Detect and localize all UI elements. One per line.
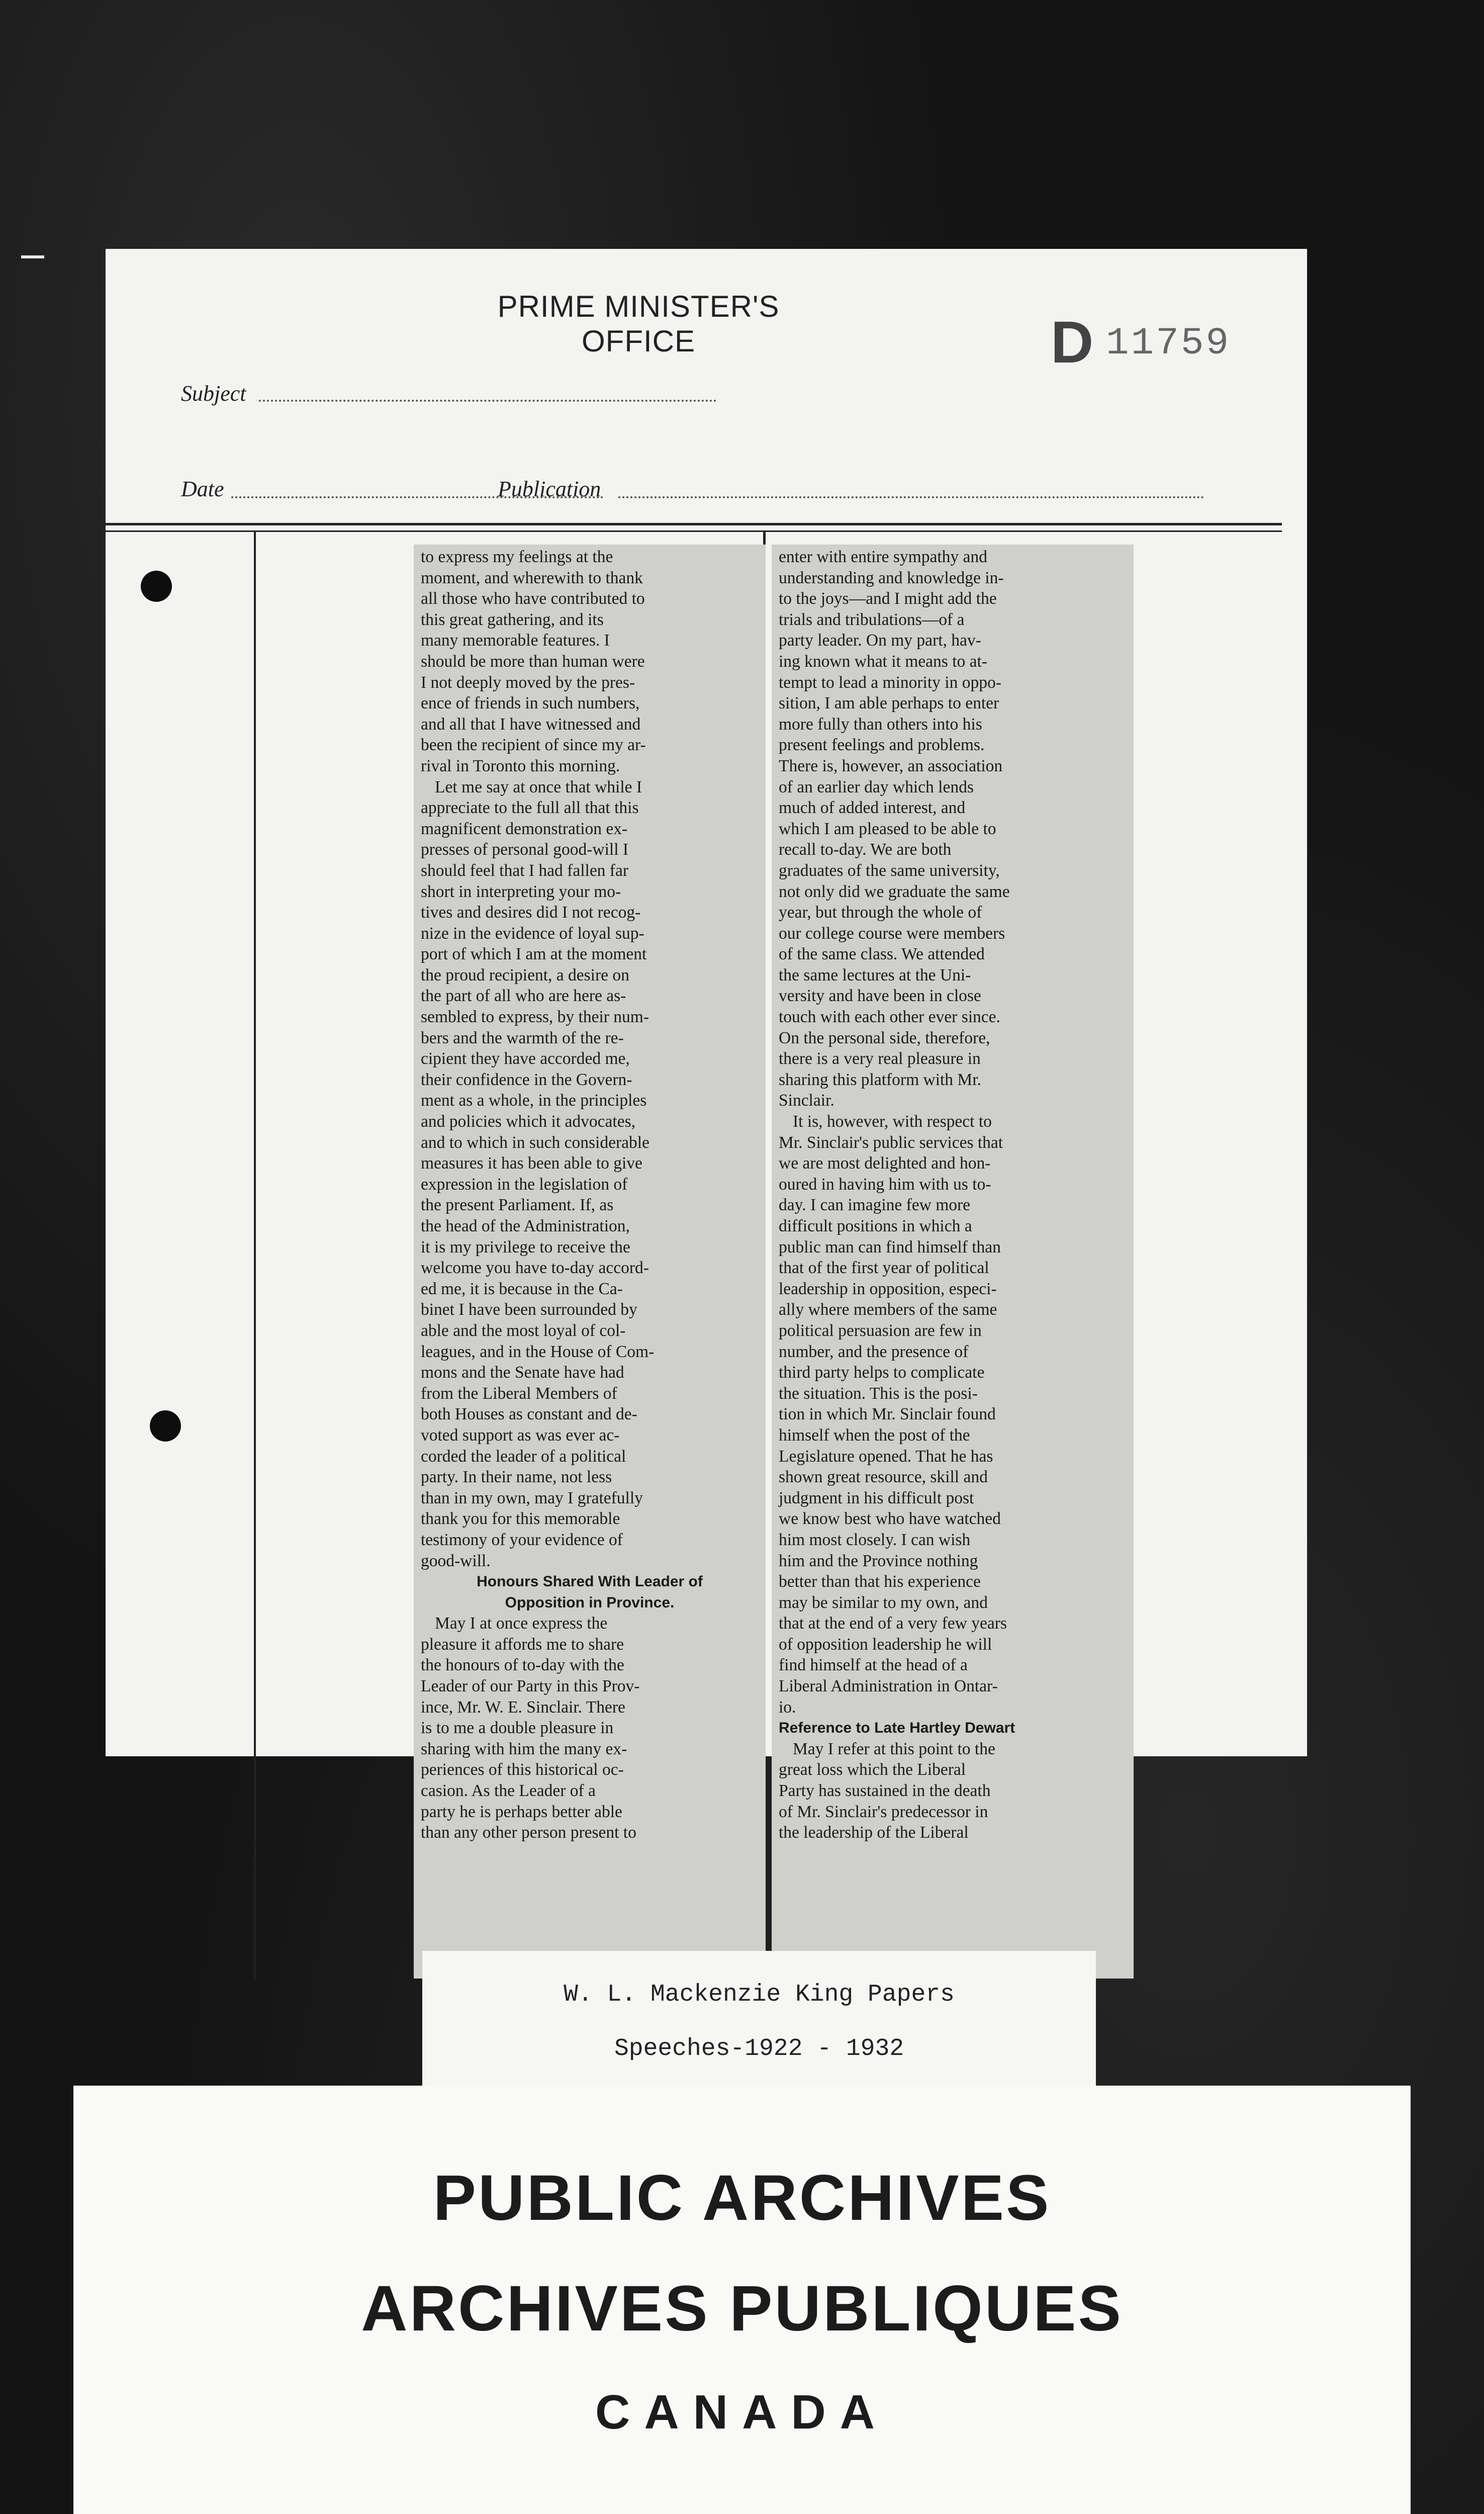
clipping-col1-paragraph-3: May I at once express the pleasure it affords me to share the honours of to-day with the Leader of our Party in this Prov- ince, Mr. W. E. Sinclair. There is to me a double pleasure in sharing with him the many ex- periences of this historical oc- casion. As the Leader of a party he is perhaps better able than any other person present to [421,1614,640,1842]
newspaper-clipping-column-1 [414,545,766,1979]
archives-line-country: CANADA [595,2385,889,2439]
margin-rule [254,532,256,1980]
clipping-col2-paragraph-1: enter with entire sympathy and understanding and knowledge in- to the joys—and I might add the trials and tribulations—of a party leader. On my part, hav- ing known what it means to at- tempt to lead a minority in oppo- sition, I am able perhaps to enter more fully than others into his present feelings and problems. There is, however, an association of an earlier day which lends much of added interest, and which I am pleased to be able to recall to-day. We are both graduates of the same university, not only did we graduate the same year, but through the whole of our college course were members of the same class. We attended the same lectures at the Uni- versity and have been in close touch with each other ever since. On the personal side, therefore, there is a very real pleasure in sharing this platform with Mr. Sinclair. [779,548,1010,1110]
header-rule-top [106,523,1282,525]
header-rule-bottom [106,530,1282,532]
publication-line [618,496,1204,498]
newspaper-clipping-column-2 [772,545,1134,1979]
clipping-col1-paragraph-1: to express my feelings at the moment, and wherewith to thank all those who have contributed to this great gathering, and its many memorable features. I should be more than human were I not deeply moved by the pres- ence of friends in such numbers, and all that I have witnessed and been the recipient of since my ar- rival in Toronto this morning. [421,548,646,775]
clipping-col1-subheading: Honours Shared With Leader of Opposition in Province. [477,1573,703,1611]
punch-hole-upper [141,571,172,602]
file-stamp-letter: D [1051,309,1094,376]
clipping-col2-paragraph-2: It is, however, with respect to Mr. Sinclair's public services that we are most delighted and hon- oured in having him with us to- day. I can imagine few more difficult positions in which a public man can find himself than that of the first year of political leadership in opposition, especi- ally where members of the same political persuasion are few in number, and the presence of third party helps to complicate the situation. This is the posi- tion in which Mr. Sinclair found himself when the post of the Legislature opened. That he has shown great resource, skill and judgment in his difficult post we know best who have watched him most closely. I can wish him and the Province nothing better than that his experience may be similar to my own, and that at the end of a very few years of opposition leadership he will find himself at the head of a Liberal Administration in Ontar- io. [779,1112,1007,1717]
archives-line-french: ARCHIVES PUBLIQUES [361,2273,1123,2345]
clipping-col2-paragraph-3: May I refer at this point to the great loss which the Liberal Party has sustained in the death of Mr. Sinclair's predecessor in the leadership of the Liberal [779,1739,995,1842]
subject-label: Subject [181,381,246,406]
archives-line-english: PUBLIC ARCHIVES [433,2162,1051,2234]
collection-name: W. L. Mackenzie King Papers [564,1981,955,2008]
clipping-col1-paragraph-2: Let me say at once that while I appreciate to the full all that this magnificent demonstration ex- presses of personal good-will I should feel that I had fallen far short in interpreting your mo- tives and desires did I not recog- nize in the evidence of loyal sup- port of which I am at the moment the proud recipient, a desire on the part of all who are here as- sembled to express, by their num- bers and the warmth of the re- cipient they have accorded me, their confidence in the Govern- ment as a whole, in the principles and policies which it advocates, and to which in such considerable measures it has been able to give expression in the legislation of the present Parliament. If, as the head of the Administration, it is my privilege to receive the welcome you have to-day accord- ed me, it is because in the Ca- binet I have been surrounded by able and the most loyal of col- leagues, and in the House of Com- mons and the Senate have had from the Liberal Members of both Houses as constant and de- voted support as was ever ac- corded the leader of a political party. In their name, not less than in my own, may I gratefully thank you for this memorable testimony of your evidence of good-will. [421,777,655,1570]
date-label: Date [181,477,224,501]
punch-hole-lower [150,1410,181,1442]
clipping-col2-subheading: Reference to Late Hartley Dewart [779,1720,1015,1737]
collection-label-card [422,1951,1096,2092]
form-title: PRIME MINISTER'S OFFICE [497,290,780,358]
subject-line [259,400,716,402]
publication-label: Publication [498,477,601,501]
film-tick-top-left [21,255,44,258]
collection-date-range: Speeches-1922 - 1932 [614,2035,904,2062]
prime-minister-office-form [106,249,1307,1842]
file-stamp-number: 11759 [1106,322,1231,365]
public-archives-card [73,2086,1411,2514]
